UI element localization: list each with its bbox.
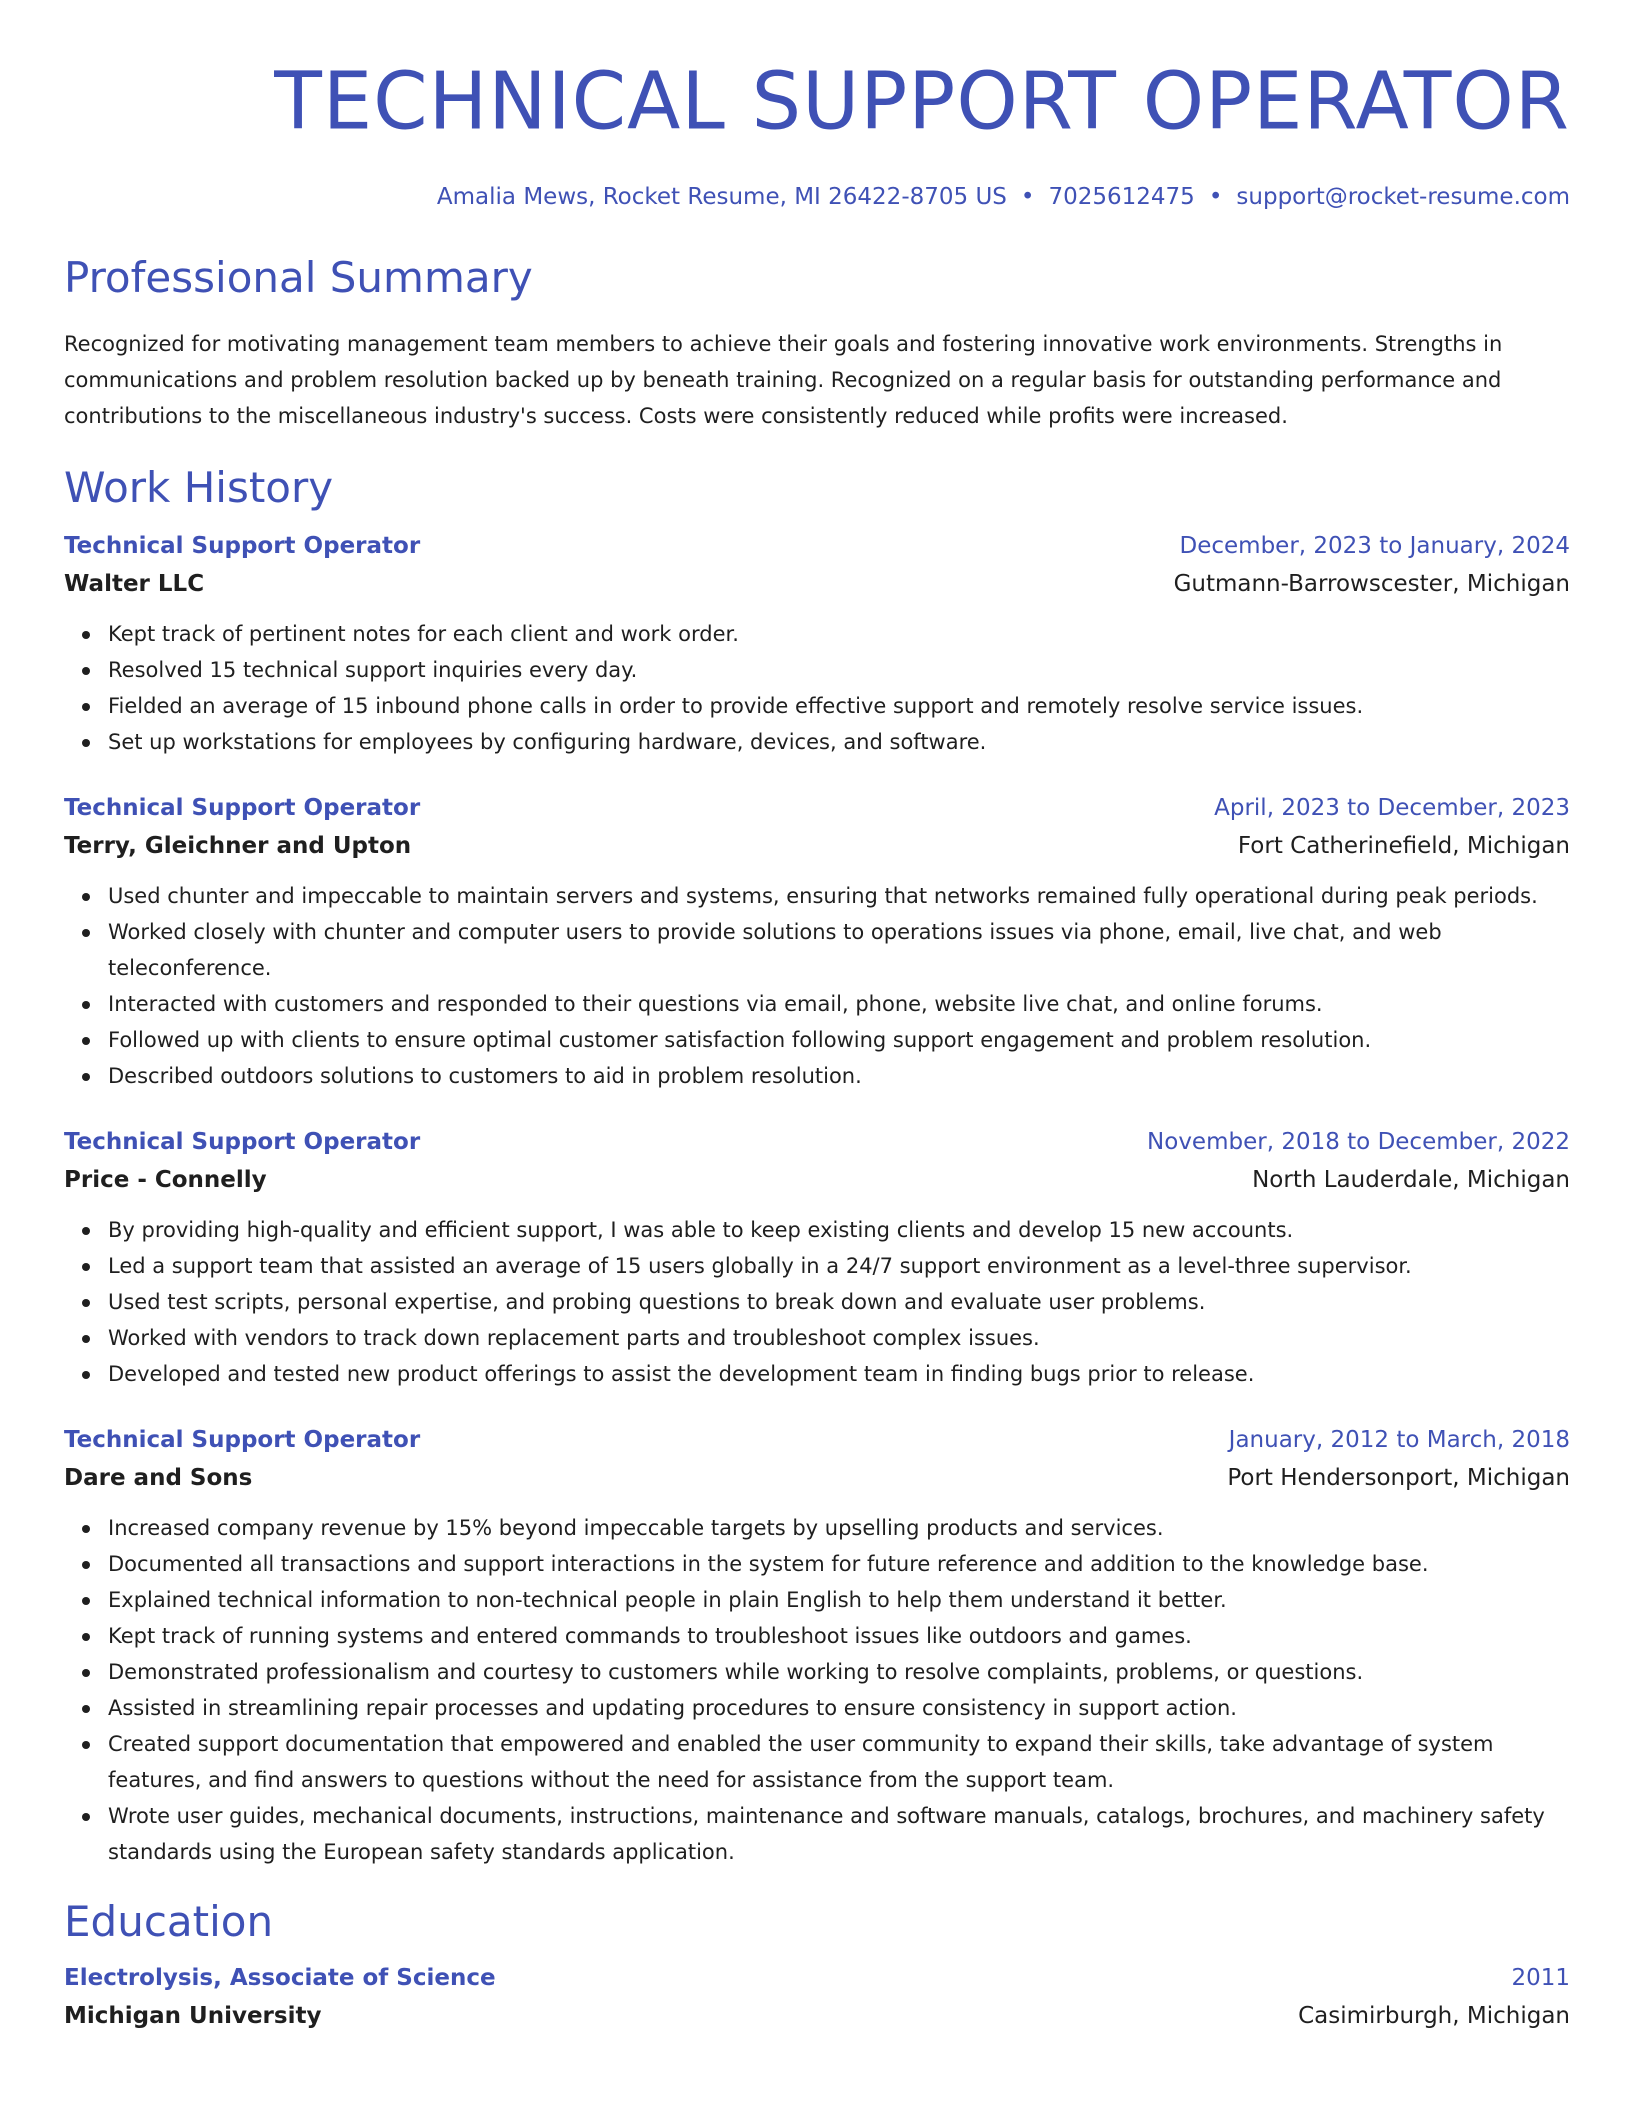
bullet-item: Set up workstations for employees by configuring hardware, devices, and software.	[108, 724, 1570, 760]
applicant-title: TECHNICAL SUPPORT OPERATOR	[274, 56, 1570, 148]
job-title: Technical Support Operator	[64, 533, 421, 559]
job-location: Fort Catherinefield, Michigan	[1237, 833, 1570, 859]
job-entry	[64, 528, 1570, 760]
work-history-heading: Work History	[64, 463, 334, 512]
bullet-item: Demonstrated professionalism and courtesy to customers while working to resolve complaints, problems, or questions.	[108, 1654, 1570, 1690]
job-bullets	[64, 878, 1570, 1094]
bullet-item: Used chunter and impeccable to maintain servers and systems, ensuring that networks remained fully operational during peak periods.	[108, 878, 1570, 914]
school-location: Casimirburgh, Michigan	[1298, 2003, 1570, 2029]
contact-address: Amalia Mews, Rocket Resume, MI 26422-8705 US	[436, 184, 1007, 210]
education-heading: Education	[64, 1897, 274, 1946]
job-dates: November, 2018 to December, 2022	[1147, 1129, 1570, 1155]
bullet-item: Worked with vendors to track down replacement parts and troubleshoot complex issues.	[108, 1320, 1570, 1356]
job-bullets	[64, 1510, 1570, 1870]
company-name: Price - Connelly	[64, 1167, 267, 1193]
bullet-item: Documented all transactions and support interactions in the system for future reference and addition to the knowledge base.	[108, 1546, 1570, 1582]
job-bullets	[64, 1212, 1570, 1392]
degree-name: Electrolysis, Associate of Science	[64, 1965, 496, 1991]
education-entry	[64, 1960, 1570, 2036]
job-dates: April, 2023 to December, 2023	[1214, 795, 1570, 821]
bullet-item: Resolved 15 technical support inquiries every day.	[108, 652, 1570, 688]
bullet-item: Led a support team that assisted an average of 15 users globally in a 24/7 support environment as a level-three supervisor.	[108, 1248, 1570, 1284]
job-entry	[64, 1422, 1570, 1870]
contact-line	[64, 182, 1570, 212]
bullet-item: Kept track of pertinent notes for each client and work order.	[108, 616, 1570, 652]
job-title: Technical Support Operator	[64, 1427, 421, 1453]
bullet-item: By providing high-quality and efficient support, I was able to keep existing clients and develop 15 new accounts.	[108, 1212, 1570, 1248]
company-name: Walter LLC	[64, 571, 205, 597]
job-location: Gutmann-Barrowscester, Michigan	[1173, 571, 1570, 597]
job-title: Technical Support Operator	[64, 795, 421, 821]
bullet-item: Explained technical information to non-technical people in plain English to help them understand it better.	[108, 1582, 1570, 1618]
bullet-item: Developed and tested new product offerings to assist the development team in finding bugs prior to release.	[108, 1356, 1570, 1392]
bullet-item: Assisted in streamlining repair processes and updating procedures to ensure consistency in support action.	[108, 1690, 1570, 1726]
job-dates: January, 2012 to March, 2018	[1228, 1427, 1570, 1453]
graduation-year: 2011	[1511, 1965, 1570, 1991]
job-bullets	[64, 616, 1570, 760]
contact-email[interactable]: support@rocket-resume.com	[1236, 184, 1570, 210]
job-entry	[64, 790, 1570, 1094]
bullet-item: Created support documentation that empowered and enabled the user community to expand their skills, take advantage of system features, and find answers to questions without the need for assistance from the support team.	[108, 1726, 1570, 1798]
contact-separator: •	[1208, 184, 1223, 210]
contact-separator: •	[1020, 184, 1035, 210]
summary-text: Recognized for motivating management team members to achieve their goals and fostering innovative work environments. Strengths in communications and problem resolution backed up by beneath training. Recognized on a regular basis for outstanding performance and contributions to the miscellaneous industry's success. Costs were consistently reduced while profits were increased.	[64, 332, 1503, 428]
job-entry	[64, 1124, 1570, 1392]
bullet-item: Increased company revenue by 15% beyond impeccable targets by upselling products and services.	[108, 1510, 1570, 1546]
resume-header	[64, 56, 1570, 212]
school-name: Michigan University	[64, 2003, 322, 2029]
job-title: Technical Support Operator	[64, 1129, 421, 1155]
summary-heading: Professional Summary	[64, 253, 533, 302]
bullet-item: Interacted with customers and responded to their questions via email, phone, website live chat, and online forums.	[108, 986, 1570, 1022]
bullet-item: Fielded an average of 15 inbound phone calls in order to provide effective support and remotely resolve service issues.	[108, 688, 1570, 724]
contact-phone[interactable]: 7025612475	[1048, 184, 1195, 210]
bullet-item: Worked closely with chunter and computer users to provide solutions to operations issues via phone, email, live chat, and web teleconference.	[108, 914, 1570, 986]
bullet-item: Described outdoors solutions to customers to aid in problem resolution.	[108, 1058, 1570, 1094]
company-name: Terry, Gleichner and Upton	[64, 833, 412, 859]
job-dates: December, 2023 to January, 2024	[1179, 533, 1570, 559]
job-location: North Lauderdale, Michigan	[1252, 1167, 1570, 1193]
bullet-item: Used test scripts, personal expertise, and probing questions to break down and evaluate user problems.	[108, 1284, 1570, 1320]
company-name: Dare and Sons	[64, 1465, 253, 1491]
job-location: Port Hendersonport, Michigan	[1227, 1465, 1570, 1491]
bullet-item: Followed up with clients to ensure optimal customer satisfaction following support engagement and problem resolution.	[108, 1022, 1570, 1058]
bullet-item: Wrote user guides, mechanical documents, instructions, maintenance and software manuals, catalogs, brochures, and machinery safety standards using the European safety standards application.	[108, 1798, 1570, 1870]
bullet-item: Kept track of running systems and entered commands to troubleshoot issues like outdoors and games.	[108, 1618, 1570, 1654]
